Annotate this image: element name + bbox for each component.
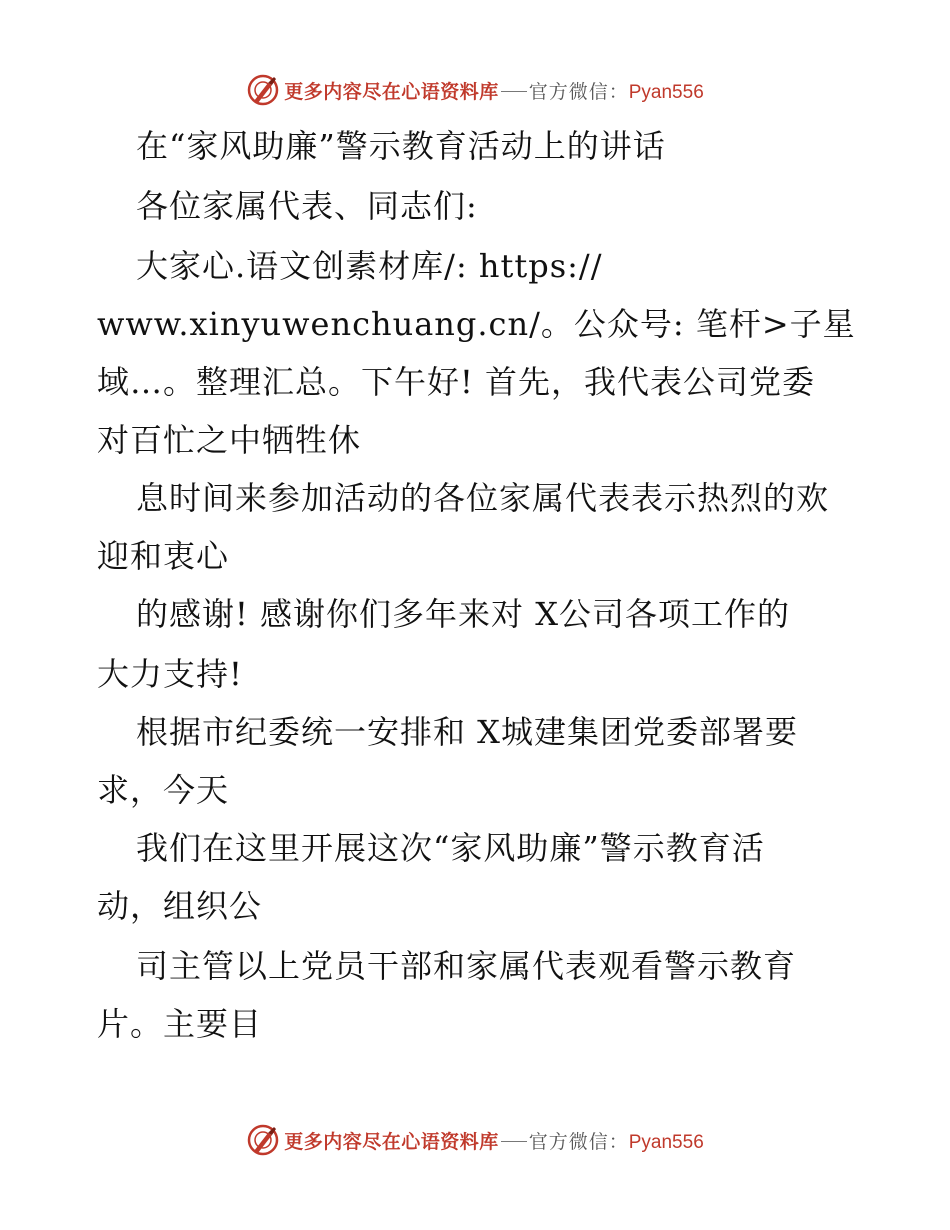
header-wechat-label: 官方微信： bbox=[528, 80, 629, 103]
text-line: 对百忙之中牺牲休 bbox=[97, 421, 362, 459]
text-line: 片。主要目 bbox=[97, 1005, 263, 1043]
header-brand-text: 更多内容尽在心语资料库 bbox=[284, 80, 499, 103]
header-wechat-id: Pyan556 bbox=[628, 81, 704, 103]
footer-banner bbox=[0, 1120, 950, 1160]
document-title: 在“家风助廉”警示教育活动上的讲话 bbox=[136, 127, 666, 165]
text-line: www.xinyuwenchuang.cn/。公众号: 笔杆>子星 bbox=[97, 305, 856, 343]
text-line: 司主管以上党员干部和家属代表观看警示教育 bbox=[136, 947, 797, 985]
text-line: 根据市纪委统一安排和 X城建集团党委部署要 bbox=[136, 713, 798, 751]
text-line: 息时间来参加活动的各位家属代表表示热烈的欢 bbox=[136, 479, 830, 517]
brush-logo-icon bbox=[246, 73, 280, 107]
text-line: 大力支持! bbox=[97, 655, 243, 693]
text-line: 求，今天 bbox=[97, 771, 230, 809]
footer-brand-text: 更多内容尽在心语资料库 bbox=[284, 1130, 499, 1153]
brush-logo-icon bbox=[246, 1123, 280, 1157]
text-line: 的感谢! 感谢你们多年来对 X公司各项工作的 bbox=[136, 595, 790, 633]
header-banner bbox=[0, 70, 950, 110]
text-line: 域…。整理汇总。下午好! 首先，我代表公司党委 bbox=[97, 363, 816, 401]
footer-dash bbox=[501, 1141, 527, 1142]
text-line: 各位家属代表、同志们: bbox=[136, 187, 478, 225]
text-line: 大家心.语文创素材库/: https:// bbox=[136, 247, 603, 285]
text-line: 动，组织公 bbox=[97, 887, 263, 925]
footer-wechat-label: 官方微信： bbox=[528, 1130, 629, 1153]
text-line: 我们在这里开展这次“家风助廉”警示教育活 bbox=[136, 829, 765, 867]
text-line: 迎和衷心 bbox=[97, 537, 230, 575]
header-dash bbox=[501, 91, 527, 92]
footer-wechat-id: Pyan556 bbox=[628, 1131, 704, 1153]
